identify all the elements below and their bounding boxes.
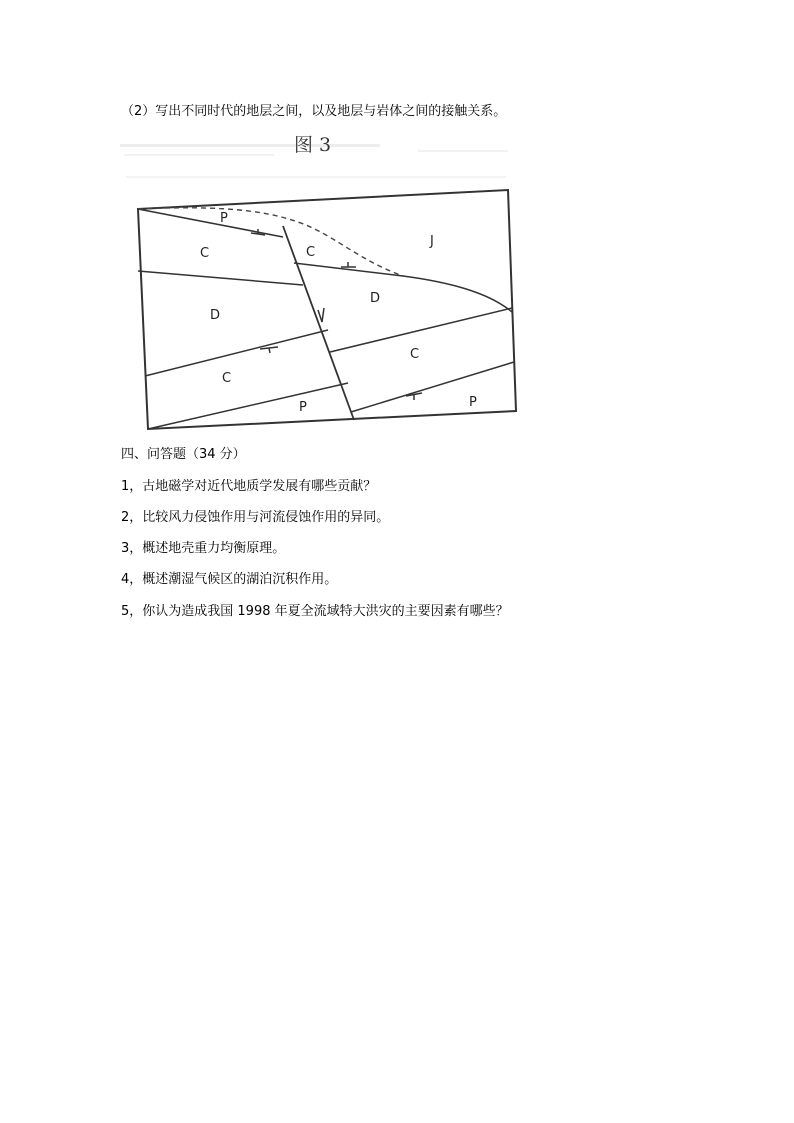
boundary-p-c-top [138, 209, 283, 237]
boundary-c-d-left [138, 271, 303, 285]
unit-label-p-top: P [220, 211, 228, 226]
unit-label-c-lower-right: C [410, 347, 420, 362]
boundary-d-c-lower-right [330, 308, 512, 352]
question-item-3: 3，概述地壳重力均衡原理。 [121, 541, 286, 556]
boundary-c-p-lower-left [148, 383, 348, 429]
question-item-5: 5，你认为造成我国 1998 年夏全流域特大洪灾的主要因素有哪些？ [121, 604, 509, 619]
question-item-2: 2，比较风力侵蚀作用与河流侵蚀作用的异同。 [121, 510, 390, 525]
boundary-c-p-lower-right [351, 362, 514, 412]
section-4-heading: 四、问答题（34 分） [121, 447, 246, 462]
unit-label-j: J [430, 234, 434, 249]
question-item-1: 1，古地磁学对近代地质学发展有哪些贡献？ [121, 479, 377, 494]
map-frame [138, 190, 516, 429]
unit-label-d-mid: D [370, 291, 381, 306]
unit-label-d-left: D [210, 308, 221, 323]
unit-label-c-mid: C [306, 245, 316, 260]
unit-label-c-left: C [200, 246, 210, 261]
geologic-map-figure [118, 130, 528, 435]
unconformity-dashed [138, 208, 403, 276]
question-item-4: 4，概述潮湿气候区的湖泊沉积作用。 [121, 572, 338, 587]
unit-label-p-bottom-mid: P [299, 400, 307, 415]
unit-label-c-lower-left: C [222, 371, 232, 386]
boundary-c-j [403, 276, 512, 312]
question-2-text: （2）写出不同时代的地层之间，以及地层与岩体之间的接触关系。 [121, 104, 507, 119]
boundary-d-c-lower-left [145, 330, 328, 376]
fault-line [283, 226, 354, 420]
unit-label-p-bottom-right: P [469, 395, 477, 410]
figure-title: 图 3 [294, 134, 332, 156]
